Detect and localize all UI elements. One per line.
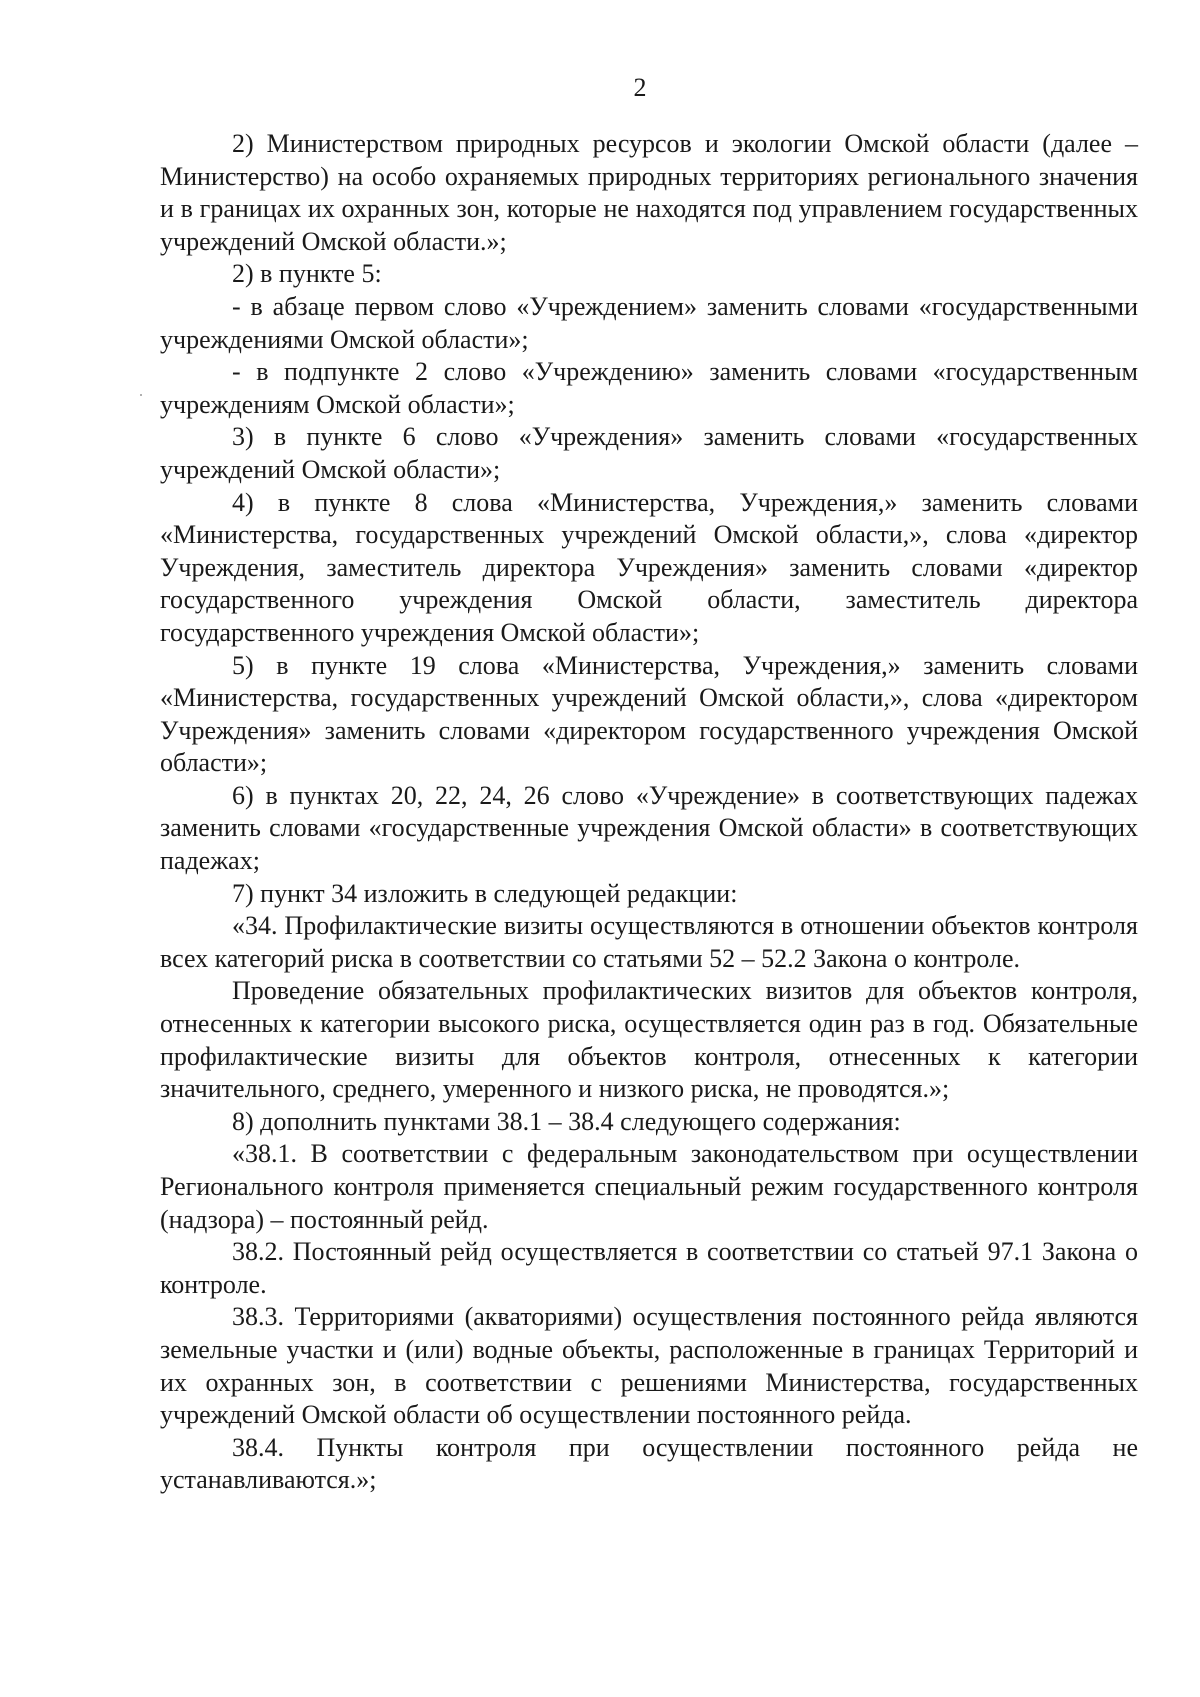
paragraph-7: 5) в пункте 19 слова «Министерства, Учреждения,» заменить словами «Министерства, государственных учреждений Омской области,», слова «директором Учреждения» заменить словами «директором государственного учреждения Омской области»; (160, 650, 1138, 778)
paragraph-16: 38.4. Пункты контроля при осуществлении постоянного рейда не устанавливаются.»; (160, 1432, 1138, 1495)
paragraph-14: 38.2. Постоянный рейд осуществляется в соответствии со статьей 97.1 Закона о контроле. (160, 1237, 1138, 1299)
paragraph-15: 38.3. Территориями (акваториями) осуществления постоянного рейда являются земельные участки и (или) водные объекты, расположенные в границах Территорий и их охранных зон, в соответствии с решениями Министерства, государственных учреждений Омской области об осуществлении постоянного рейда. (160, 1302, 1138, 1430)
paragraph-5: 3) в пункте 6 слово «Учреждения» заменить словами «государственных учреждений Омской области»; (160, 422, 1138, 484)
scan-speck (140, 394, 142, 396)
paragraph-12: 8) дополнить пунктами 38.1 – 38.4 следующего содержания: (232, 1106, 901, 1136)
paragraph-9: 7) пункт 34 изложить в следующей редакции: (232, 878, 738, 908)
paragraph-1: 2) Министерством природных ресурсов и экологии Омской области (далее – Министерство) на особо охраняемых природных территориях регионального значения и в границах их охранных зон, которые не находятся под управлением государственных учреждений Омской области.»; (160, 129, 1138, 256)
paragraph-13: «38.1. В соответствии с федеральным законодательством при осуществлении Регионального контроля применяется специальный режим государственного контроля (надзора) – постоянный рейд. (160, 1139, 1138, 1234)
paragraph-6: 4) в пункте 8 слова «Министерства, Учреждения,» заменить словами «Министерства, государственных учреждений Омской области,», слова «директор Учреждения, заместитель директора Учреждения» заменить словами «директор государственного учреждения Омской области, заместитель директора государственного учреждения Омской области»; (160, 487, 1138, 647)
paragraph-4: - в подпункте 2 слово «Учреждению» заменить словами «государственным учреждениям Омской области»; (160, 357, 1138, 419)
paragraph-2: 2) в пункте 5: (232, 259, 382, 289)
page-number: 2 (633, 73, 647, 102)
paragraph-8: 6) в пунктах 20, 22, 24, 26 слово «Учреждение» в соответствующих падежах заменить словами «государственные учреждения Омской области» в соответствующих падежах; (160, 780, 1138, 876)
document-body (160, 128, 1138, 1497)
paragraph-11: Проведение обязательных профилактических визитов для объектов контроля, отнесенных к категории высокого риска, осуществляется один раз в год. Обязательные профилактические визиты для объектов контроля, отнесенных к категории значительного, среднего, умеренного и низкого риска, не проводятся.»; (160, 976, 1138, 1104)
paragraph-3: - в абзаце первом слово «Учреждением» заменить словами «государственными учреждениями Омской области»; (160, 291, 1138, 354)
paragraph-10: «34. Профилактические визиты осуществляются в отношении объектов контроля всех категорий риска в соответствии со статьями 52 – 52.2 Закона о контроле. (160, 911, 1138, 973)
